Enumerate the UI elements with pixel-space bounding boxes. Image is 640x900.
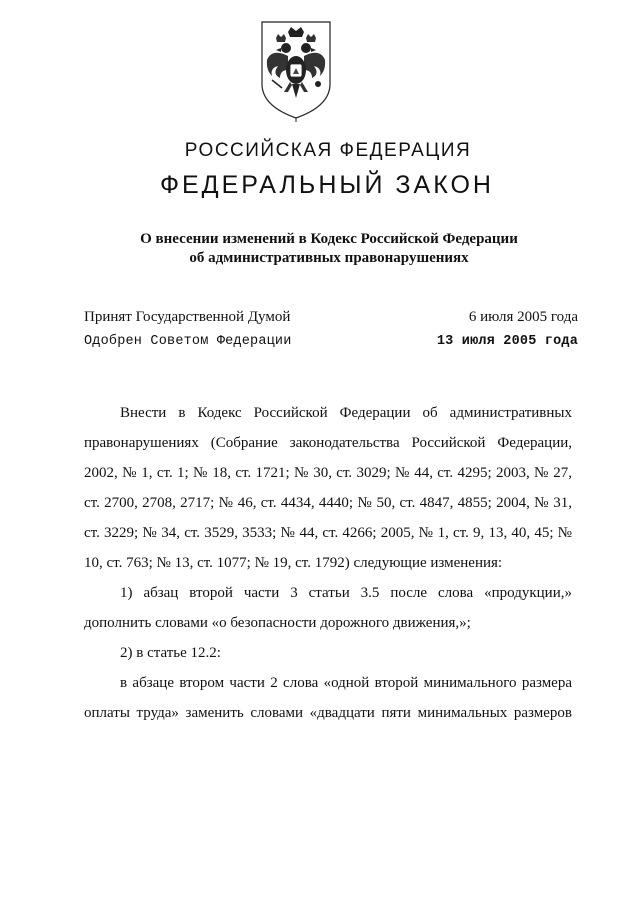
law-title-line-1: О внесении изменений в Кодекс Российской Федерации: [140, 231, 518, 247]
council-approval-date: 13 июля 2005 года: [436, 334, 578, 349]
duma-adoption-date: 6 июля 2005 года: [468, 309, 578, 325]
law-body: [84, 398, 572, 728]
country-heading: РОССИЙСКАЯ ФЕДЕРАЦИЯ: [184, 140, 472, 161]
coat-of-arms-icon: [258, 18, 334, 122]
council-approval-row: [84, 334, 578, 349]
body-item-2-text: в абзаце втором части 2 слова «одной второй минимального размера оплаты труда» заменить словами «двадцати пяти минимальных размеров: [84, 675, 572, 721]
body-item-1-paragraph: 1) абзац второй части 3 статьи 3.5 после слова «продукции,» дополнить словами «о безопасности дорожного движения,»;: [84, 585, 572, 631]
document-type-heading: ФЕДЕРАЛЬНЫЙ ЗАКОН: [160, 171, 494, 199]
duma-adoption-row: [84, 309, 578, 326]
body-intro-paragraph: Внести в Кодекс Российской Федерации об административных правонарушениях (Собрание законодательства Российской Федерации, 2002, № 1, ст. 1; № 18, ст. 1721; № 30, ст. 3029; № 44, ст. 4295; 2003, № 27, ст. 2700, 2708, 2717; № 46, ст. 4434, 4440; № 50, ст. 4847, 4855; 2004, № 31, ст. 3229; № 34, ст. 3529, 3533; № 44, ст. 4266; 2005, № 1, ст. 9, 13, 40, 45; № 10, ст. 763; № 13, ст. 1077; № 19, ст. 1792) следующие изменения:: [84, 405, 572, 571]
law-title-line-2: об административных правонарушениях: [189, 250, 469, 266]
council-approval-label: Одобрен Советом Федерации: [84, 334, 292, 349]
body-item-2-heading: 2) в статье 12.2:: [120, 645, 221, 661]
law-title: [0, 230, 640, 268]
duma-adoption-label: Принят Государственной Думой: [84, 309, 291, 325]
